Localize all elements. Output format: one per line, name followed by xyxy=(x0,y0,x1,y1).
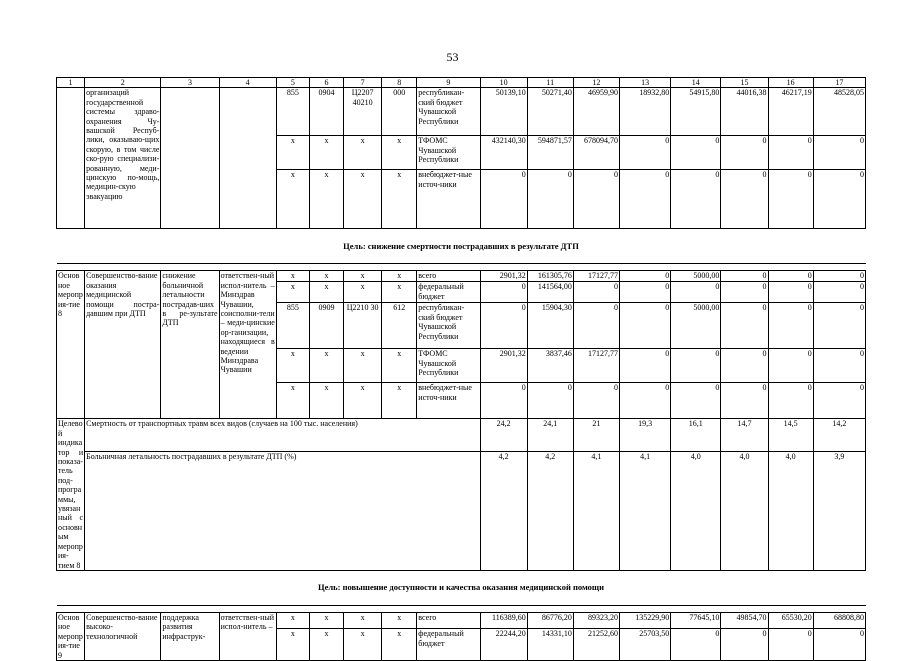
indicator-name: Больничная летальность пострадавших в результате ДТП (%) xyxy=(85,452,480,571)
value-cell: 0909 xyxy=(309,303,343,349)
value-cell: 0 xyxy=(768,271,813,282)
value-cell: х xyxy=(344,271,382,282)
value-cell: 0 xyxy=(480,303,527,349)
value-cell: 0 xyxy=(480,383,527,419)
funding-source-cell: всего xyxy=(417,612,480,629)
spacer xyxy=(57,605,866,612)
value-cell: 0 xyxy=(768,136,813,170)
funding-source-cell: республикан-ский бюджет Чувашской Республики xyxy=(417,88,480,136)
empty-cell xyxy=(161,88,219,229)
value-cell: х xyxy=(276,271,309,282)
indicator-value: 14,2 xyxy=(813,419,865,452)
indicator-value: 4,0 xyxy=(671,452,721,571)
value-cell: 0 xyxy=(721,349,768,383)
value-cell: 5000,00 xyxy=(671,303,721,349)
value-cell: 000 xyxy=(382,88,417,136)
value-cell: 0 xyxy=(813,136,865,170)
value-cell: 0 xyxy=(813,271,865,282)
value-cell: х xyxy=(309,170,343,229)
indicator-value: 16,1 xyxy=(671,419,721,452)
responsible-executor: ответствен-ный испол-нитель – xyxy=(219,612,276,660)
event-description: Совершенство-вание высоко-технологичной xyxy=(85,612,161,660)
value-cell: 0 xyxy=(768,629,813,661)
value-cell: 18932,80 xyxy=(620,88,671,136)
value-cell: 135229,90 xyxy=(620,612,671,629)
column-header: 12 xyxy=(573,78,619,88)
value-cell: 0 xyxy=(620,349,671,383)
empty-cell xyxy=(57,88,85,229)
value-cell: 77645,10 xyxy=(671,612,721,629)
column-header: 9 xyxy=(417,78,480,88)
table-row xyxy=(57,88,866,136)
value-cell: 0 xyxy=(721,303,768,349)
column-header: 8 xyxy=(382,78,417,88)
column-header: 6 xyxy=(309,78,343,88)
indicator-value: 4,1 xyxy=(573,452,619,571)
value-cell: 0 xyxy=(573,383,619,419)
value-cell: 161305,76 xyxy=(527,271,573,282)
indicator-value: 24,1 xyxy=(527,419,573,452)
column-header: 10 xyxy=(480,78,527,88)
funding-source-cell: ТФОМС Чувашской Республики xyxy=(417,136,480,170)
indicator-value: 4,1 xyxy=(620,452,671,571)
column-header: 11 xyxy=(527,78,573,88)
value-cell: х xyxy=(382,629,417,661)
value-cell: 0 xyxy=(620,383,671,419)
column-header: 15 xyxy=(721,78,768,88)
indicator-value: 14,7 xyxy=(721,419,768,452)
value-cell: 0 xyxy=(721,282,768,303)
empty-cell xyxy=(219,88,276,229)
value-cell: 86776,20 xyxy=(527,612,573,629)
value-cell: 46217,19 xyxy=(768,88,813,136)
indicator-value: 21 xyxy=(573,419,619,452)
indicator-name: Смертность от транспортных травм всех видов (случаев на 100 тыс. населения) xyxy=(85,419,480,452)
event-description: Совершенство-вание оказания медицинской помощи постра-давшим при ДТП xyxy=(85,271,161,419)
value-cell: 612 xyxy=(382,303,417,349)
value-cell: 0 xyxy=(768,170,813,229)
value-cell: 0 xyxy=(671,282,721,303)
value-cell: х xyxy=(382,271,417,282)
value-cell: х xyxy=(382,282,417,303)
goal-row xyxy=(57,229,866,264)
value-cell: 0 xyxy=(620,303,671,349)
value-cell: 0 xyxy=(813,282,865,303)
column-header: 2 xyxy=(85,78,161,88)
value-cell: 14331,10 xyxy=(527,629,573,661)
value-cell: 0 xyxy=(813,383,865,419)
responsible-executor: ответствен-ный испол-нитель – Минздрав Чувашии, соисполни-тели – меди-цинские ор-ганизации, находящиеся в ведении Минздрава Чувашии xyxy=(219,271,276,419)
indicator-value: 3,9 xyxy=(813,452,865,571)
program-table xyxy=(56,77,866,661)
value-cell: 855 xyxy=(276,88,309,136)
goal-row xyxy=(57,570,866,605)
value-cell: 65530,20 xyxy=(768,612,813,629)
value-cell: 5000,00 xyxy=(671,271,721,282)
value-cell: 0 xyxy=(527,383,573,419)
funding-source-cell: республикан-ский бюджет Чувашской Республики xyxy=(417,303,480,349)
column-header: 7 xyxy=(344,78,382,88)
value-cell: х xyxy=(309,349,343,383)
value-cell: 0 xyxy=(671,629,721,661)
value-cell: х xyxy=(309,282,343,303)
event-description: организаций государственной системы здраво-охранения Чу-вашской Респуб-лики, оказываю-щих скорую, в том числе ско-рую специализи-рованную, меди-цинскую по-мощь, медицин-скую эвакуацию xyxy=(85,88,161,229)
value-cell: 49854,70 xyxy=(721,612,768,629)
indicator-value: 19,3 xyxy=(620,419,671,452)
value-cell: х xyxy=(309,612,343,629)
value-cell: 678094,70 xyxy=(573,136,619,170)
column-header: 4 xyxy=(219,78,276,88)
value-cell: 594871,57 xyxy=(527,136,573,170)
header-row xyxy=(57,78,866,88)
table-row xyxy=(57,612,866,629)
gap-row xyxy=(57,264,866,271)
value-cell: х xyxy=(276,136,309,170)
column-header: 16 xyxy=(768,78,813,88)
value-cell: 0 xyxy=(721,136,768,170)
value-cell: х xyxy=(276,349,309,383)
value-cell: 0 xyxy=(620,136,671,170)
funding-source-cell: всего xyxy=(417,271,480,282)
funding-source-cell: внебюджет-ные источ-ники xyxy=(417,383,480,419)
value-cell: 15904,30 xyxy=(527,303,573,349)
value-cell: х xyxy=(309,629,343,661)
indicator-row xyxy=(57,452,866,571)
value-cell: 0 xyxy=(620,282,671,303)
value-cell: 0 xyxy=(573,303,619,349)
value-cell: 0904 xyxy=(309,88,343,136)
value-cell: х xyxy=(309,271,343,282)
value-cell: 46959,90 xyxy=(573,88,619,136)
column-header: 1 xyxy=(57,78,85,88)
value-cell: 0 xyxy=(768,349,813,383)
value-cell: 50139,10 xyxy=(480,88,527,136)
funding-source-cell: федеральный бюджет xyxy=(417,282,480,303)
value-cell: 44016,38 xyxy=(721,88,768,136)
value-cell: 0 xyxy=(671,170,721,229)
value-cell: 0 xyxy=(721,629,768,661)
event-goal: поддержка развития инфраструк- xyxy=(161,612,219,660)
value-cell: 0 xyxy=(573,170,619,229)
funding-source-cell: внебюджет-ные источ-ники xyxy=(417,170,480,229)
value-cell: 0 xyxy=(620,271,671,282)
value-cell: 0 xyxy=(813,303,865,349)
value-cell: х xyxy=(276,383,309,419)
gap-row xyxy=(57,605,866,612)
funding-source-cell: федеральный бюджет xyxy=(417,629,480,661)
value-cell: х xyxy=(309,136,343,170)
indicator-value: 4,2 xyxy=(480,452,527,571)
value-cell: х xyxy=(344,282,382,303)
value-cell: 89323,20 xyxy=(573,612,619,629)
table-row xyxy=(57,271,866,282)
indicator-value: 4,0 xyxy=(768,452,813,571)
value-cell: 432140,30 xyxy=(480,136,527,170)
value-cell: Ц2210 30 xyxy=(344,303,382,349)
column-header: 5 xyxy=(276,78,309,88)
value-cell: 141564,00 xyxy=(527,282,573,303)
value-cell: х xyxy=(382,383,417,419)
value-cell: 2901,32 xyxy=(480,271,527,282)
column-header: 3 xyxy=(161,78,219,88)
value-cell: 0 xyxy=(671,136,721,170)
value-cell: х xyxy=(276,170,309,229)
page-number: 53 xyxy=(446,50,459,64)
indicator-value: 4,0 xyxy=(721,452,768,571)
value-cell: 0 xyxy=(620,170,671,229)
value-cell: 0 xyxy=(813,349,865,383)
column-header: 14 xyxy=(671,78,721,88)
value-cell: 54915,80 xyxy=(671,88,721,136)
value-cell: 116389,60 xyxy=(480,612,527,629)
value-cell: 48528,05 xyxy=(813,88,865,136)
value-cell: 17127,77 xyxy=(573,349,619,383)
value-cell: х xyxy=(344,349,382,383)
column-header: 13 xyxy=(620,78,671,88)
value-cell: 0 xyxy=(721,170,768,229)
spacer xyxy=(57,264,866,271)
indicator-value: 24,2 xyxy=(480,419,527,452)
value-cell: 0 xyxy=(813,629,865,661)
value-cell: х xyxy=(344,629,382,661)
indicator-value: 4,2 xyxy=(527,452,573,571)
value-cell: х xyxy=(309,383,343,419)
value-cell: х xyxy=(344,383,382,419)
value-cell: х xyxy=(382,349,417,383)
value-cell: 22244,20 xyxy=(480,629,527,661)
event-number: Основное мероприя-тие 8 xyxy=(57,271,85,419)
value-cell: 0 xyxy=(671,383,721,419)
value-cell: х xyxy=(276,612,309,629)
value-cell: 0 xyxy=(721,383,768,419)
value-cell: х xyxy=(276,282,309,303)
value-cell: х xyxy=(276,629,309,661)
value-cell: 855 xyxy=(276,303,309,349)
value-cell: 2901,32 xyxy=(480,349,527,383)
value-cell: 0 xyxy=(527,170,573,229)
value-cell: 0 xyxy=(671,349,721,383)
event-number: Основное мероприя-тие 9 xyxy=(58,612,83,660)
indicator-value: 14,5 xyxy=(768,419,813,452)
indicator-row xyxy=(57,419,866,452)
goal-heading: Цель: повышение доступности и качества оказания медицинской помощи xyxy=(318,582,604,593)
value-cell: 0 xyxy=(768,282,813,303)
column-header: 17 xyxy=(813,78,865,88)
value-cell: 0 xyxy=(480,282,527,303)
value-cell: 0 xyxy=(480,170,527,229)
value-cell: 25703,50 xyxy=(620,629,671,661)
goal-heading: Цель: снижение смертности пострадавших в результате ДТП xyxy=(343,240,579,251)
value-cell: 0 xyxy=(813,170,865,229)
value-cell: 0 xyxy=(721,271,768,282)
value-cell: Ц2207 40210 xyxy=(344,88,382,136)
value-cell: 17127,77 xyxy=(573,271,619,282)
value-cell: х xyxy=(382,136,417,170)
value-cell: 21252,60 xyxy=(573,629,619,661)
value-cell: 68808,80 xyxy=(813,612,865,629)
indicator-label: Целевой индикатор и показа-тель под-программы, увязанный с основным мероприя-тием 8 xyxy=(58,419,84,570)
value-cell: 3837,46 xyxy=(527,349,573,383)
value-cell: 50271,40 xyxy=(527,88,573,136)
value-cell: 0 xyxy=(573,282,619,303)
value-cell: х xyxy=(344,170,382,229)
value-cell: 0 xyxy=(768,303,813,349)
funding-source-cell: ТФОМС Чувашской Республики xyxy=(417,349,480,383)
value-cell: х xyxy=(382,170,417,229)
event-goal: снижение больничной летальности пострадав-ших в ре-зультате ДТП xyxy=(161,271,219,419)
value-cell: 0 xyxy=(768,383,813,419)
value-cell: х xyxy=(344,612,382,629)
value-cell: х xyxy=(382,612,417,629)
value-cell: х xyxy=(344,136,382,170)
